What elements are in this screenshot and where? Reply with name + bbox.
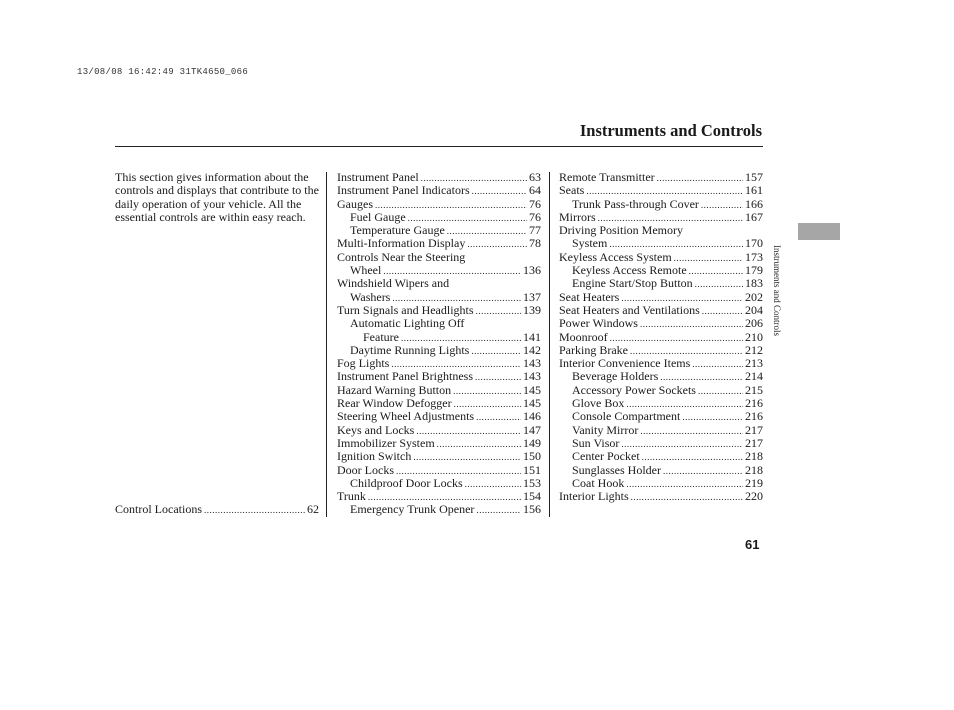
dot-leader: [476, 305, 521, 318]
toc-entry[interactable]: [337, 490, 541, 503]
toc-entry-label: Interior Lights: [559, 489, 629, 504]
toc-column-2: [337, 171, 541, 517]
toc-entry[interactable]: [337, 264, 541, 277]
toc-entry[interactable]: [337, 410, 541, 423]
dot-leader: [472, 185, 527, 198]
toc-entry-page: 173: [745, 249, 763, 264]
intro-paragraph: This section gives information about the controls and displays that contribute to the daily operation of your vehicle. All the essential controls are within easy reach.: [115, 170, 319, 224]
toc-entry[interactable]: [559, 331, 763, 344]
toc-entry-page: 154: [523, 489, 541, 504]
toc-entry-page: 220: [745, 489, 763, 504]
toc-entry[interactable]: [337, 184, 541, 197]
toc-entry[interactable]: [559, 464, 763, 477]
toc-entry-page: 183: [745, 276, 763, 291]
toc-entry-label: Sun Visor: [572, 435, 620, 450]
toc-entry: [337, 317, 541, 330]
toc-entry-label: Engine Start/Stop Button: [572, 276, 693, 291]
toc-entry-page: 136: [523, 263, 541, 278]
toc-entry-page: 77: [529, 223, 541, 238]
dot-leader: [702, 305, 743, 318]
toc-entry-label: Keys and Locks: [337, 422, 415, 437]
toc-entry[interactable]: [559, 437, 763, 450]
toc-entry-label: Instrument Panel Brightness: [337, 369, 473, 384]
toc-entry-page: 78: [529, 236, 541, 251]
print-stamp: 13/08/08 16:42:49 31TK4650_066: [77, 67, 249, 77]
toc-entry[interactable]: [337, 437, 541, 450]
toc-entry-label: Controls Near the Steering: [337, 249, 466, 264]
toc-entry-page: 153: [523, 475, 541, 490]
toc-entry-label: Automatic Lighting Off: [350, 316, 465, 331]
toc-entry-page: 157: [745, 170, 763, 184]
toc-entry-label: Rear Window Defogger: [337, 396, 452, 411]
toc-entry-page: 215: [745, 382, 763, 397]
toc-entry[interactable]: [559, 304, 763, 317]
toc-entry-control-locations[interactable]: [115, 503, 319, 516]
toc-entry[interactable]: [337, 397, 541, 410]
toc-entry-page: 64: [529, 183, 541, 198]
toc-entry-label: Ignition Switch: [337, 449, 412, 464]
toc-entry-label: Door Locks: [337, 462, 394, 477]
toc-entry-label: Fog Lights: [337, 356, 390, 371]
toc-entry-label: Control Locations: [115, 502, 202, 516]
toc-column-3: [559, 171, 763, 503]
toc-entry-page: 156: [523, 502, 541, 517]
toc-entry-label: Interior Convenience Items: [559, 356, 691, 371]
toc-entry[interactable]: [559, 264, 763, 277]
toc-entry[interactable]: [337, 357, 541, 370]
toc-entry-label: Sunglasses Holder: [572, 462, 661, 477]
dot-leader: [453, 385, 521, 398]
toc-entry[interactable]: [559, 277, 763, 290]
toc-entry-label: Instrument Panel Indicators: [337, 183, 470, 198]
toc-entry-label: Washers: [350, 289, 391, 304]
dot-leader: [475, 371, 521, 384]
toc-entry-label: Hazard Warning Button: [337, 382, 452, 397]
toc-entry-page: 150: [523, 449, 541, 464]
toc-entry-page: 143: [523, 369, 541, 384]
toc-entry[interactable]: [337, 424, 541, 437]
toc-entry-page: 179: [745, 263, 763, 278]
toc-entry[interactable]: [337, 331, 541, 344]
toc-entry-page: 149: [523, 435, 541, 450]
toc-entry-label: Vanity Mirror: [572, 422, 639, 437]
toc-entry-page: 76: [529, 209, 541, 224]
column-divider: [326, 172, 327, 517]
toc-entry-page: 167: [745, 209, 763, 224]
toc-entry-page: 206: [745, 316, 763, 331]
toc-entry-label: Emergency Trunk Opener: [350, 502, 475, 517]
toc-entry[interactable]: [337, 211, 541, 224]
toc-entry[interactable]: [559, 344, 763, 357]
toc-entry-label: Glove Box: [572, 396, 625, 411]
toc-entry-page: 76: [529, 196, 541, 211]
dot-leader: [631, 491, 743, 504]
toc-entry-label: Wheel: [350, 263, 382, 278]
dot-leader: [657, 172, 743, 185]
toc-entry-label: Parking Brake: [559, 342, 628, 357]
toc-entry[interactable]: [337, 503, 541, 516]
toc-entry-label: Beverage Holders: [572, 369, 659, 384]
toc-entry[interactable]: [337, 450, 541, 463]
toc-entry-page: 218: [745, 449, 763, 464]
dot-leader: [204, 504, 305, 517]
toc-entry-page: 142: [523, 342, 541, 357]
toc-entry-page: 218: [745, 462, 763, 477]
toc-entry[interactable]: [559, 397, 763, 410]
toc-entry-label: Seats: [559, 183, 585, 198]
toc-entry: [559, 224, 763, 237]
toc-entry[interactable]: [337, 477, 541, 490]
toc-entry-label: Keyless Access System: [559, 249, 672, 264]
dot-leader: [476, 411, 521, 424]
toc-entry-label: Turn Signals and Headlights: [337, 302, 474, 317]
page-title: Instruments and Controls: [579, 121, 762, 140]
dot-leader: [689, 265, 743, 278]
side-section-label: [770, 245, 784, 375]
section-tab: [798, 223, 840, 240]
toc-entry-page: 147: [523, 422, 541, 437]
toc-entry-label: Windshield Wipers and: [337, 276, 450, 291]
toc-entry-label: Daytime Running Lights: [350, 342, 470, 357]
dot-leader: [663, 465, 743, 478]
toc-entry-label: Coat Hook: [572, 475, 625, 490]
toc-entry-label: Feature: [363, 329, 399, 344]
toc-entry-label: Seat Heaters: [559, 289, 620, 304]
toc-entry-label: System: [572, 236, 608, 251]
toc-entry-page: 213: [745, 356, 763, 371]
toc-entry[interactable]: [337, 237, 541, 250]
dot-leader: [465, 478, 521, 491]
toc-entry[interactable]: [559, 410, 763, 423]
toc-entry-page: 210: [745, 329, 763, 344]
toc-entry-page: 63: [529, 170, 541, 184]
toc-entry-label: Immobilizer System: [337, 435, 435, 450]
toc-entry-page: 62: [307, 502, 319, 516]
page-number: 61: [745, 537, 760, 552]
toc-entry-page: 161: [745, 183, 763, 198]
toc-entry-page: 143: [523, 356, 541, 371]
dot-leader: [695, 278, 743, 291]
toc-entry-label: Temperature Gauge: [350, 223, 445, 238]
toc-entry-page: 170: [745, 236, 763, 251]
dot-leader: [640, 425, 743, 438]
toc-entry[interactable]: [559, 490, 763, 503]
toc-entry-label: Remote Transmitter: [559, 170, 655, 184]
toc-entry-label: Childproof Door Locks: [350, 475, 463, 490]
toc-entry[interactable]: [337, 370, 541, 383]
toc-entry[interactable]: [559, 237, 763, 250]
toc-entry-page: 216: [745, 396, 763, 411]
toc-entry-page: 139: [523, 302, 541, 317]
toc-entry-page: 212: [745, 342, 763, 357]
toc-entry-page: 141: [523, 329, 541, 344]
toc-entry[interactable]: [559, 357, 763, 370]
toc-entry-label: Keyless Access Remote: [572, 263, 687, 278]
toc-entry-label: Driving Position Memory: [559, 223, 684, 238]
toc-entry-label: Steering Wheel Adjustments: [337, 409, 475, 424]
toc-entry-page: 217: [745, 422, 763, 437]
toc-entry-label: Multi-Information Display: [337, 236, 466, 251]
dot-leader: [692, 358, 743, 371]
dot-leader: [467, 238, 527, 251]
toc-entry[interactable]: [337, 344, 541, 357]
toc-entry-page: 146: [523, 409, 541, 424]
toc-entry[interactable]: [559, 424, 763, 437]
toc-entry-page: 137: [523, 289, 541, 304]
dot-leader: [437, 438, 521, 451]
dot-leader: [682, 411, 743, 424]
side-label-text: Instruments and Controls: [772, 245, 782, 336]
toc-entry[interactable]: [559, 251, 763, 264]
toc-entry: [337, 251, 541, 264]
toc-entry-label: Gauges: [337, 196, 373, 211]
dot-leader: [640, 318, 743, 331]
toc-entry-page: 145: [523, 396, 541, 411]
toc-entry[interactable]: [337, 291, 541, 304]
toc-entry-label: Accessory Power Sockets: [572, 382, 696, 397]
toc-entry-label: Trunk: [337, 489, 366, 504]
toc-entry[interactable]: [337, 464, 541, 477]
toc-entry-label: Console Compartment: [572, 409, 681, 424]
toc-entry[interactable]: [559, 477, 763, 490]
dot-leader: [471, 345, 521, 358]
toc-entry-label: Center Pocket: [572, 449, 640, 464]
toc-entry-page: 166: [745, 196, 763, 211]
toc-entry[interactable]: [559, 384, 763, 397]
toc-entry-page: 145: [523, 382, 541, 397]
toc-entry-label: Instrument Panel: [337, 170, 419, 184]
title-rule: [115, 146, 763, 147]
toc-entry[interactable]: [559, 370, 763, 383]
dot-leader: [626, 478, 743, 491]
dot-leader: [701, 199, 743, 212]
toc-entry[interactable]: [337, 171, 541, 184]
dot-leader: [476, 504, 521, 517]
toc-entry-page: 219: [745, 475, 763, 490]
toc-entry[interactable]: [559, 291, 763, 304]
toc-entry-label: Fuel Gauge: [350, 209, 406, 224]
toc-entry[interactable]: [559, 184, 763, 197]
toc-entry-page: 214: [745, 369, 763, 384]
toc-entry[interactable]: [559, 450, 763, 463]
toc-entry-label: Trunk Pass-through Cover: [572, 196, 699, 211]
dot-leader: [698, 385, 743, 398]
toc-entry[interactable]: [559, 317, 763, 330]
toc-entry: [337, 277, 541, 290]
toc-entry[interactable]: [559, 171, 763, 184]
toc-entry[interactable]: [559, 198, 763, 211]
dot-leader: [610, 332, 743, 345]
column-divider: [549, 172, 550, 517]
toc-entry[interactable]: [337, 198, 541, 211]
toc-entry-label: Moonroof: [559, 329, 608, 344]
toc-entry[interactable]: [337, 224, 541, 237]
toc-entry[interactable]: [337, 384, 541, 397]
toc-entry-page: 204: [745, 302, 763, 317]
toc-entry-page: 151: [523, 462, 541, 477]
toc-entry-page: 216: [745, 409, 763, 424]
toc-entry[interactable]: [337, 304, 541, 317]
toc-entry-page: 217: [745, 435, 763, 450]
toc-entry-label: Seat Heaters and Ventilations: [559, 302, 700, 317]
dot-leader: [413, 451, 521, 464]
toc-entry-label: Mirrors: [559, 209, 596, 224]
toc-entry-label: Power Windows: [559, 316, 638, 331]
toc-entry[interactable]: [559, 211, 763, 224]
toc-entry-page: 202: [745, 289, 763, 304]
